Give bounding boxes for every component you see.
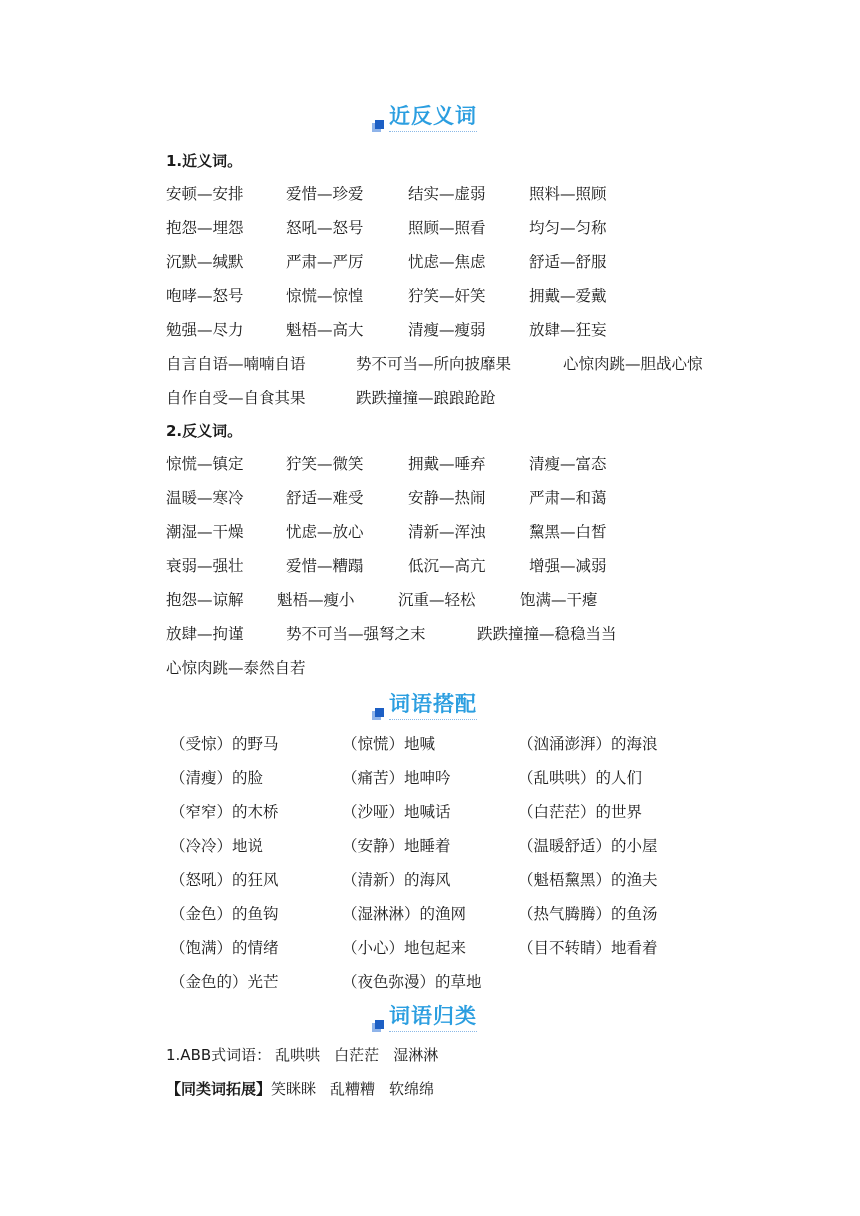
extension-label: 【同类词拓展】 bbox=[166, 1080, 272, 1098]
word-pair: （湿淋淋）的渔网 bbox=[342, 905, 467, 923]
word-pair: 狞笑—奸笑 bbox=[408, 287, 486, 305]
word-pair: 均匀—匀称 bbox=[529, 219, 607, 237]
word-pair: 自作自受—自食其果 bbox=[166, 389, 306, 407]
word-pair: （温暖舒适）的小屋 bbox=[518, 837, 658, 855]
word-pair: 跌跌撞撞—稳稳当当 bbox=[477, 625, 617, 643]
word-pair: （受惊）的野马 bbox=[170, 735, 279, 753]
word-pair: 饱满—干瘪 bbox=[520, 591, 598, 609]
word-pair: （窄窄）的木桥 bbox=[170, 803, 279, 821]
word-pair: （沙哑）地喊话 bbox=[342, 803, 451, 821]
word-pair: （小心）地包起来 bbox=[342, 939, 467, 957]
word-pair: 清瘦—富态 bbox=[529, 455, 607, 473]
word-pair: （热气腾腾）的鱼汤 bbox=[518, 905, 658, 923]
word-pair: （白茫茫）的世界 bbox=[518, 803, 643, 821]
word-pair: 惊慌—惊惶 bbox=[286, 287, 364, 305]
square-bullet-icon bbox=[375, 120, 384, 129]
word-pair: （饱满）的情绪 bbox=[170, 939, 279, 957]
extension-words-line bbox=[166, 1078, 434, 1099]
word-pair: （夜色弥漫）的草地 bbox=[342, 973, 482, 991]
word-pair: 咆哮—怒号 bbox=[166, 287, 244, 305]
word-pair: 照顾—照看 bbox=[408, 219, 486, 237]
synonyms-heading: 1.近义词。 bbox=[166, 152, 243, 170]
word-pair: 魁梧—瘦小 bbox=[277, 591, 355, 609]
word-pair: 潮湿—干燥 bbox=[166, 523, 244, 541]
word-pair: （痛苦）地呻吟 bbox=[342, 769, 451, 787]
word-pair: 勉强—尽力 bbox=[166, 321, 244, 339]
word-pair: 心惊肉跳—胆战心惊 bbox=[563, 355, 703, 373]
word-pair: （冷冷）地说 bbox=[170, 837, 264, 855]
word-pair: 黧黑—白皙 bbox=[529, 523, 607, 541]
word-pair: （魁梧黧黑）的渔夫 bbox=[518, 871, 658, 889]
word-pair: 安顿—安排 bbox=[166, 185, 244, 203]
word-pair: 低沉—高亢 bbox=[408, 557, 486, 575]
word-pair: （清新）的海风 bbox=[342, 871, 451, 889]
word-pair: （清瘦）的脸 bbox=[170, 769, 264, 787]
word-pair: 怒吼—怒号 bbox=[286, 219, 364, 237]
word-pair: 势不可当—强弩之末 bbox=[286, 625, 426, 643]
extension-word: 软绵绵 bbox=[389, 1080, 435, 1098]
word-pair: 心惊肉跳—泰然自若 bbox=[166, 659, 306, 677]
word-pair: 势不可当—所向披靡果 bbox=[356, 355, 512, 373]
word-pair: （金色的）光芒 bbox=[170, 973, 279, 991]
word-pair: 舒适—舒服 bbox=[529, 253, 607, 271]
word-pair: 爱惜—糟蹋 bbox=[286, 557, 364, 575]
section-title-text: 近反义词 bbox=[389, 100, 477, 132]
section-title-text: 词语搭配 bbox=[389, 688, 477, 720]
abb-word: 白茫茫 bbox=[334, 1046, 380, 1064]
word-pair: （汹涌澎湃）的海浪 bbox=[518, 735, 658, 753]
word-pair: 安静—热闹 bbox=[408, 489, 486, 507]
word-pair: 跌跌撞撞—踉踉跄跄 bbox=[356, 389, 496, 407]
word-pair: 拥戴—爱戴 bbox=[529, 287, 607, 305]
word-pair: 爱惜—珍爱 bbox=[286, 185, 364, 203]
word-pair: 温暖—寒冷 bbox=[166, 489, 244, 507]
word-pair: 放肆—拘谨 bbox=[166, 625, 244, 643]
word-pair: 舒适—难受 bbox=[286, 489, 364, 507]
collocation-section-title bbox=[166, 688, 686, 720]
word-pair: （惊慌）地喊 bbox=[342, 735, 436, 753]
word-pair: （怒吼）的狂风 bbox=[170, 871, 279, 889]
abb-word: 湿淋淋 bbox=[393, 1046, 439, 1064]
square-bullet-icon bbox=[375, 1020, 384, 1029]
category-section-title bbox=[166, 1000, 686, 1032]
abb-words-line bbox=[166, 1044, 438, 1065]
square-bullet-icon bbox=[375, 708, 384, 717]
word-pair: 忧虑—放心 bbox=[286, 523, 364, 541]
word-pair: 清瘦—瘦弱 bbox=[408, 321, 486, 339]
word-pair: 自言自语—喃喃自语 bbox=[166, 355, 306, 373]
extension-word: 笑眯眯 bbox=[271, 1080, 317, 1098]
word-pair: （金色）的鱼钩 bbox=[170, 905, 279, 923]
word-pair: 狞笑—微笑 bbox=[286, 455, 364, 473]
word-pair: 放肆—狂妄 bbox=[529, 321, 607, 339]
word-pair: 拥戴—唾弃 bbox=[408, 455, 486, 473]
section-title-text: 词语归类 bbox=[389, 1000, 477, 1032]
abb-label: 1.ABB式词语： bbox=[166, 1046, 272, 1064]
word-pair: （乱哄哄）的人们 bbox=[518, 769, 643, 787]
word-pair: （目不转睛）地看着 bbox=[518, 939, 658, 957]
extension-word: 乱糟糟 bbox=[330, 1080, 376, 1098]
word-pair: 衰弱—强壮 bbox=[166, 557, 244, 575]
word-pair: 严肃—和蔼 bbox=[529, 489, 607, 507]
word-pair: 惊慌—镇定 bbox=[166, 455, 244, 473]
word-pair: 抱怨—埋怨 bbox=[166, 219, 244, 237]
word-pair: 沉默—缄默 bbox=[166, 253, 244, 271]
word-pair: 增强—减弱 bbox=[529, 557, 607, 575]
word-pair: 沉重—轻松 bbox=[398, 591, 476, 609]
word-pair: 抱怨—谅解 bbox=[166, 591, 244, 609]
word-pair: 魁梧—高大 bbox=[286, 321, 364, 339]
word-pair: （安静）地睡着 bbox=[342, 837, 451, 855]
word-pair: 清新—浑浊 bbox=[408, 523, 486, 541]
synonyms-antonyms-section-title bbox=[166, 100, 686, 132]
word-pair: 结实—虚弱 bbox=[408, 185, 486, 203]
word-pair: 照料—照顾 bbox=[529, 185, 607, 203]
word-pair: 忧虑—焦虑 bbox=[408, 253, 486, 271]
word-pair: 严肃—严厉 bbox=[286, 253, 364, 271]
abb-word: 乱哄哄 bbox=[275, 1046, 321, 1064]
antonyms-heading: 2.反义词。 bbox=[166, 422, 243, 440]
